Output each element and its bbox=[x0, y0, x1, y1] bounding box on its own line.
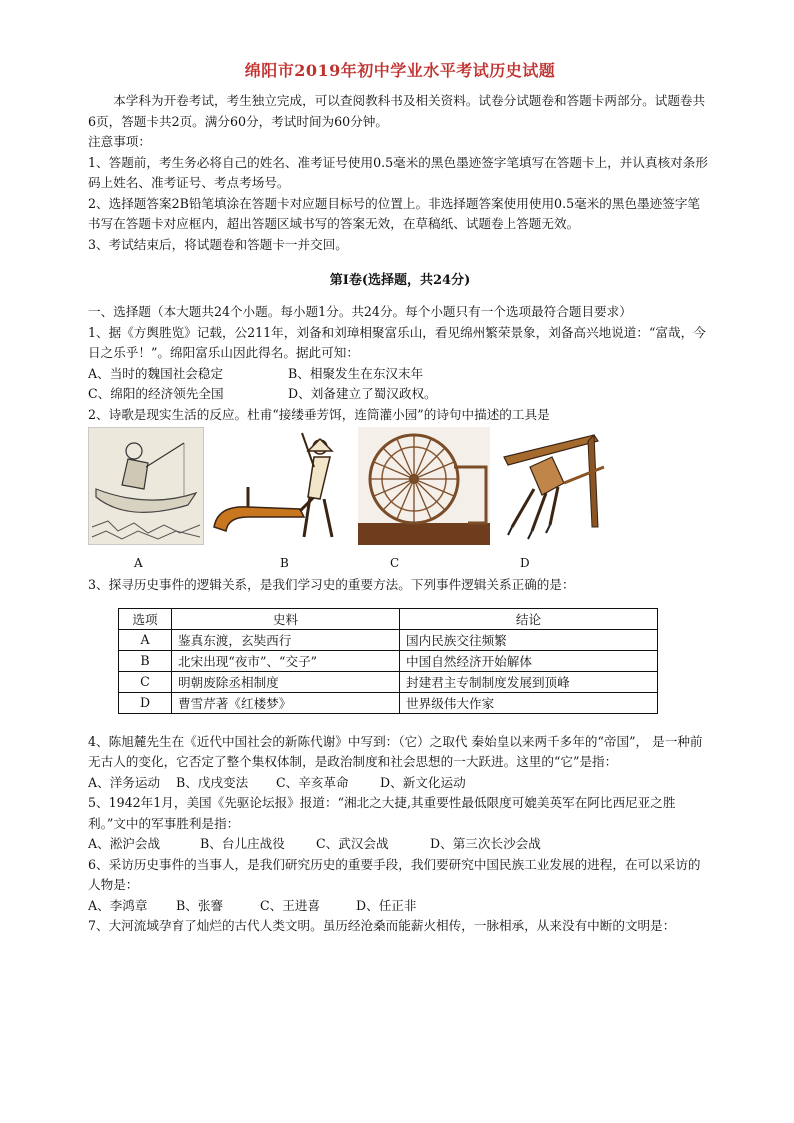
question-5-options bbox=[88, 834, 712, 855]
table-cell: 北宋出现“夜市”、“交子” bbox=[172, 650, 400, 671]
option-a: A、洋务运动 bbox=[88, 774, 161, 790]
table-cell: C bbox=[119, 671, 172, 692]
table-cell: A bbox=[119, 629, 172, 650]
section-title: 第Ⅰ卷(选择题，共24分) bbox=[329, 273, 471, 288]
table-header: 史料 bbox=[172, 608, 400, 629]
page-title: 绵阳市2019年初中学业水平考试历史试题 bbox=[244, 61, 556, 80]
question-3-stem: 3、探寻历史事件的逻辑关系，是我们学习史的重要方法。下列事件逻辑关系正确的是： bbox=[88, 577, 575, 592]
table-row bbox=[119, 692, 658, 713]
notice-item: 3、考试结束后，将试题卷和答题卡一并交回。 bbox=[88, 236, 348, 252]
table-cell: 国内民族交往频繁 bbox=[400, 629, 658, 650]
question-6-stem: 6、采访历史事件的当事人，是我们研究历史的重要手段，我们要研究中国民族工业发展的进程，在可以采访的人物是： bbox=[88, 856, 701, 892]
option-b: B、张謇 bbox=[176, 897, 224, 913]
intro-text: 本学科为开卷考试，考生独立完成，可以查阅教科书及相关资料。试卷分试题卷和答题卡两部分。试题卷共6页，答题卡共2页。满分60分，考试时间为60分钟。 bbox=[88, 93, 706, 129]
table-row bbox=[119, 671, 658, 692]
option-a: A、当时的魏国社会稳定 bbox=[88, 365, 224, 381]
option-b: B、戊戌变法 bbox=[176, 774, 249, 790]
table-cell: 明朝废除丞相制度 bbox=[172, 671, 400, 692]
question-7-stem: 7、大河流域孕育了灿烂的古代人类文明。虽历经沧桑而能薪火相传，一脉相承，从来没有中断的文明是： bbox=[88, 918, 676, 933]
table-cell: 曹雪芹著《红楼梦》 bbox=[172, 692, 400, 713]
table-cell: 中国自然经济开始解体 bbox=[400, 650, 658, 671]
option-b: B、台儿庄战役 bbox=[200, 836, 285, 851]
question-2-images bbox=[88, 427, 712, 575]
option-d: D、刘备建立了蜀汉政权。 bbox=[288, 386, 437, 401]
question-3-table bbox=[118, 608, 658, 714]
image-label-a: A bbox=[134, 556, 143, 570]
image-b-plough bbox=[208, 427, 354, 545]
option-d: D、新文化运动 bbox=[380, 774, 466, 790]
option-c: C、辛亥革命 bbox=[276, 774, 349, 790]
exam-page bbox=[88, 58, 712, 937]
table-cell: 世界级伟大作家 bbox=[400, 692, 658, 713]
table-cell: D bbox=[119, 692, 172, 713]
image-a-fishing-boat bbox=[88, 427, 204, 545]
question-4-options bbox=[88, 773, 712, 794]
option-d: D、任正非 bbox=[356, 897, 417, 913]
option-a: A、李鸿章 bbox=[88, 897, 148, 913]
image-label-c: C bbox=[390, 556, 400, 570]
table-cell: 鉴真东渡，玄奘西行 bbox=[172, 629, 400, 650]
notice-heading: 注意事项： bbox=[88, 134, 151, 149]
table-header: 结论 bbox=[400, 608, 658, 629]
table-cell: 封建君主专制制度发展到顶峰 bbox=[400, 671, 658, 692]
question-6-options bbox=[88, 896, 712, 917]
table-header-row bbox=[119, 608, 658, 629]
option-b: B、相聚发生在东汉末年 bbox=[288, 365, 424, 381]
table-row bbox=[119, 650, 658, 671]
option-c: C、武汉会战 bbox=[316, 836, 389, 851]
question-1-options-row1 bbox=[88, 364, 712, 385]
image-label-d: D bbox=[520, 556, 530, 570]
question-1-stem: 1、据《方舆胜览》记载，公211年，刘备和刘璋相聚富乐山，看见绵州繁荣景象，刘备高兴地说道：“富哉，今日之乐乎！”。绵阳富乐山因此得名。据此可知： bbox=[88, 324, 706, 360]
image-label-b: B bbox=[280, 556, 289, 570]
table-row bbox=[119, 629, 658, 650]
option-d: D、第三次长沙会战 bbox=[430, 836, 541, 851]
table-cell: B bbox=[119, 650, 172, 671]
question-2-stem: 2、诗歌是现实生活的反应。杜甫“接缕垂芳饵，连筒灌小园”的诗句中描述的工具是 bbox=[88, 406, 550, 422]
option-a: A、淞沪会战 bbox=[88, 836, 161, 851]
notice-item: 2、选择题答案2B铅笔填涂在答题卡对应题目标号的位置上。非选择题答案使用使用0.5毫米的黑色墨迹签字笔书写在答题卡对应框内，超出答题区域书写的答案无效，在草稿纸、试题卷上答题无效。 bbox=[88, 195, 701, 231]
question-1-options-row2 bbox=[88, 384, 712, 405]
part-heading: 一、选择题（本大题共24个小题。每小题1分。共24分。每个小题只有一个选项最符合题目要求） bbox=[88, 304, 632, 319]
notice-item: 1、答题前，考生务必将自己的姓名、准考证号使用0.5毫米的黑色墨迹签字笔填写在答题卡上，并认真核对条形码上姓名、准考证号、考点考场号。 bbox=[88, 154, 708, 190]
option-c: C、王进喜 bbox=[260, 897, 321, 913]
image-c-water-wheel bbox=[358, 427, 490, 545]
question-4-stem: 4、陈旭麓先生在《近代中国社会的新陈代谢》中写到：（它）之取代 秦始皇以来两千多年的“帝国”， 是一种前无古人的变化，它否定了整个集权体制，是政治制度和社会思想的一大跃进。这里的“它”是指： bbox=[88, 733, 703, 769]
image-d-seed-drill bbox=[494, 427, 618, 545]
question-5-stem: 5、1942年1月，美国《先驱论坛报》报道：“湘北之大捷,其重要性最低限度可媲美英军在阿比西尼亚之胜利。”文中的军事胜利是指： bbox=[88, 795, 676, 831]
table-header: 选项 bbox=[119, 608, 172, 629]
option-c: C、绵阳的经济领先全国 bbox=[88, 386, 224, 401]
